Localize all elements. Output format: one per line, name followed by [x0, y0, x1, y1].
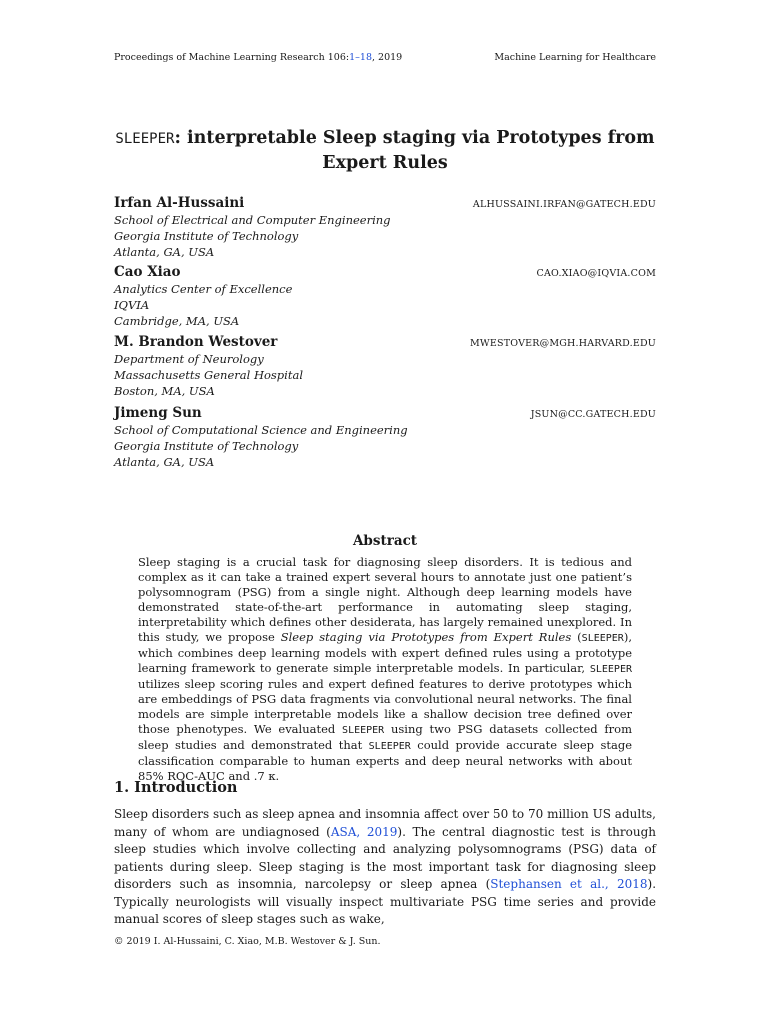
citation-link[interactable]: ASA, 2019 — [330, 824, 398, 839]
affiliation-line: Analytics Center of Excellence — [114, 282, 293, 296]
author-email[interactable]: JSUN@CC.GATECH.EDU — [530, 409, 656, 420]
author-email[interactable]: CAO.XIAO@IQVIA.COM — [536, 268, 656, 279]
affiliation-line: Department of Neurology — [114, 352, 264, 366]
abstract-text: Sleep staging is a crucial task for diagnosing sleep disorders. It is tedious and complex as it can take a trained expert several hours to annotate just one patient’s polysomnogram (PSG) from a single night. Although deep learning models have demonstrated state-of-the-art performance in automating sleep staging, interpretability which defines other desiderata, has largely remained unexplored. In this study, we propose Sleep staging via Prototypes from Expert Rules (SLEEPER), which combines deep learning models with expert defined rules using a prototype learning framework to generate simple interpretable models. In particular, SLEEPER utilizes sleep scoring rules and expert defined features to derive prototypes which are embeddings of PSG data fragments via convolutional neural networks. The final models are simple interpretable models like a shallow decision tree defined over those phenotypes. We evaluated SLEEPER using two PSG datasets collected from sleep studies and demonstrated that SLEEPER could provide accurate sleep stage classification comparable to human experts and deep neural networks with about 85% ROC-AUC and .7 κ. — [138, 555, 632, 783]
venue-name: Machine Learning for Healthcare — [494, 52, 656, 63]
affiliation-line: Atlanta, GA, USA — [114, 245, 215, 259]
author-email[interactable]: ALHUSSAINI.IRFAN@GATECH.EDU — [472, 199, 656, 210]
affiliation-line: School of Electrical and Computer Engineering — [114, 213, 391, 227]
author-name: Irfan Al-Hussaini — [114, 195, 245, 211]
author-name: M. Brandon Westover — [114, 334, 278, 350]
affiliation-line: Cambridge, MA, USA — [114, 314, 240, 328]
copyright-footer: © 2019 I. Al-Hussaini, C. Xiao, M.B. Westover & J. Sun. — [114, 936, 381, 947]
affiliation-line: School of Computational Science and Engineering — [114, 423, 408, 437]
author-block — [114, 404, 656, 470]
affiliation-line: Atlanta, GA, USA — [114, 455, 215, 469]
method-full-name: Sleep staging via Prototypes from Expert Rules — [280, 630, 572, 644]
author-block — [114, 194, 656, 260]
author-name: Cao Xiao — [114, 264, 181, 280]
system-name: SLEEPER — [115, 131, 175, 147]
running-header — [114, 52, 656, 64]
affiliation-line: Boston, MA, USA — [114, 384, 215, 398]
page-range-link[interactable]: 1–18 — [349, 52, 372, 63]
author-block — [114, 263, 656, 329]
author-block — [114, 333, 656, 399]
affiliation-line: Georgia Institute of Technology — [114, 439, 299, 453]
affiliation-line: Massachusetts General Hospital — [114, 368, 303, 382]
system-name: SLEEPER — [368, 741, 411, 752]
affiliation-line: Georgia Institute of Technology — [114, 229, 299, 243]
abstract-heading: Abstract — [352, 533, 418, 549]
author-name: Jimeng Sun — [114, 405, 202, 421]
system-name: SLEEPER — [589, 664, 632, 675]
system-name: SLEEPER — [581, 633, 624, 644]
citation-link[interactable]: Stephansen et al., 2018 — [490, 877, 648, 891]
introduction-paragraph: Sleep disorders such as sleep apnea and insomnia affect over 50 to 70 million US adults, many of whom are undiagnosed (ASA, 2019). The central diagnostic test is through sleep studies which involve collecting and analyzing polysomnograms (PSG) data of patients during sleep. Sleep staging is the most important task for diagnosing sleep disorders such as insomnia, narcolepsy or sleep apnea (Stephansen et al., 2018). Typically neurologists will visually inspect multivariate PSG time series and provide manual scores of sleep stages such as wake, — [114, 807, 657, 926]
section-heading-introduction: 1. Introduction — [114, 779, 238, 796]
system-name: SLEEPER — [342, 725, 385, 736]
affiliation-line: IQVIA — [114, 298, 150, 312]
author-email[interactable]: MWESTOVER@MGH.HARVARD.EDU — [469, 338, 656, 349]
paper-title: SLEEPER: interpretable Sleep staging via Prototypes from Expert Rules — [115, 128, 655, 173]
proceedings-info: Proceedings of Machine Learning Research 106:1–18, 2019 — [114, 52, 403, 63]
